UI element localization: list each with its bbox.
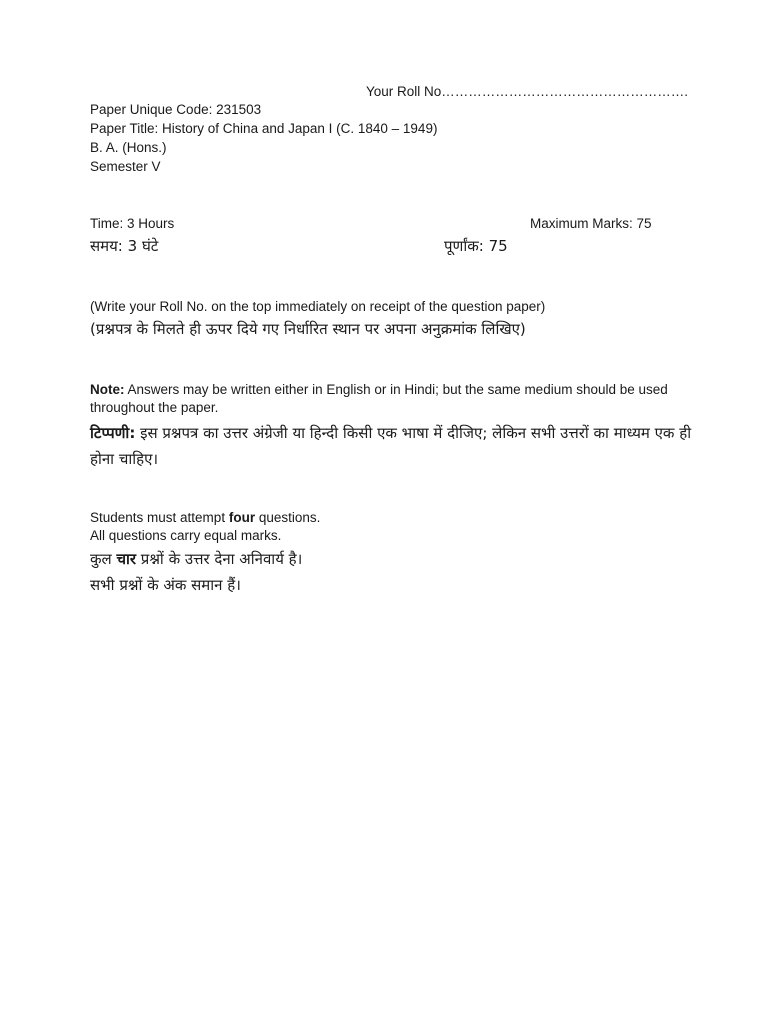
note-label-hindi: टिप्पणी: — [90, 424, 136, 442]
semester: Semester V — [90, 159, 161, 174]
attempt-en-post: questions. — [255, 510, 321, 525]
attempt-hi-count: चार — [116, 550, 137, 568]
note-text-hindi: इस प्रश्नपत्र का उत्तर अंग्रेजी या हिन्दी किसी एक भाषा में दीजिए; लेकिन सभी उत्तरों का माध्यम एक ही होना चाहिए। — [90, 424, 692, 468]
roll-no-field: Your Roll No………………………………………………. — [366, 84, 689, 99]
attempt-hi-pre: कुल — [90, 550, 117, 568]
attempt-hindi-line1 — [90, 548, 302, 570]
max-marks-hindi: पूर्णांक: 75 — [444, 237, 508, 255]
attempt-hi-post: प्रश्नों के उत्तर देना अनिवार्य है। — [136, 550, 303, 568]
attempt-hindi-line2: सभी प्रश्नों के अंक समान हैं। — [90, 576, 241, 594]
note-english — [90, 381, 710, 417]
attempt-en-pre: Students must attempt — [90, 510, 229, 525]
time-english: Time: 3 Hours — [90, 216, 175, 231]
max-marks-english: Maximum Marks: 75 — [530, 216, 652, 231]
paper-title: Paper Title: History of China and Japan I (C. 1840 – 1949) — [90, 121, 438, 136]
note-text-english: Answers may be written either in English or in Hindi; but the same medium should be used throughout the paper. — [90, 382, 668, 415]
attempt-en-count: four — [228, 510, 256, 525]
note-label-english: Note: — [90, 382, 125, 397]
course-name: B. A. (Hons.) — [90, 140, 167, 155]
attempt-english-line2: All questions carry equal marks. — [90, 528, 282, 543]
paper-code: Paper Unique Code: 231503 — [90, 102, 262, 117]
instruction-english: (Write your Roll No. on the top immediately on receipt of the question paper) — [90, 299, 546, 314]
attempt-english-line1 — [90, 509, 320, 527]
note-hindi — [90, 420, 710, 472]
time-hindi: समय: 3 घंटे — [90, 237, 159, 255]
instruction-hindi: (प्रश्नपत्र के मिलते ही ऊपर दिये गए निर्धारित स्थान पर अपना अनुक्रमांक लिखिए) — [90, 320, 526, 338]
